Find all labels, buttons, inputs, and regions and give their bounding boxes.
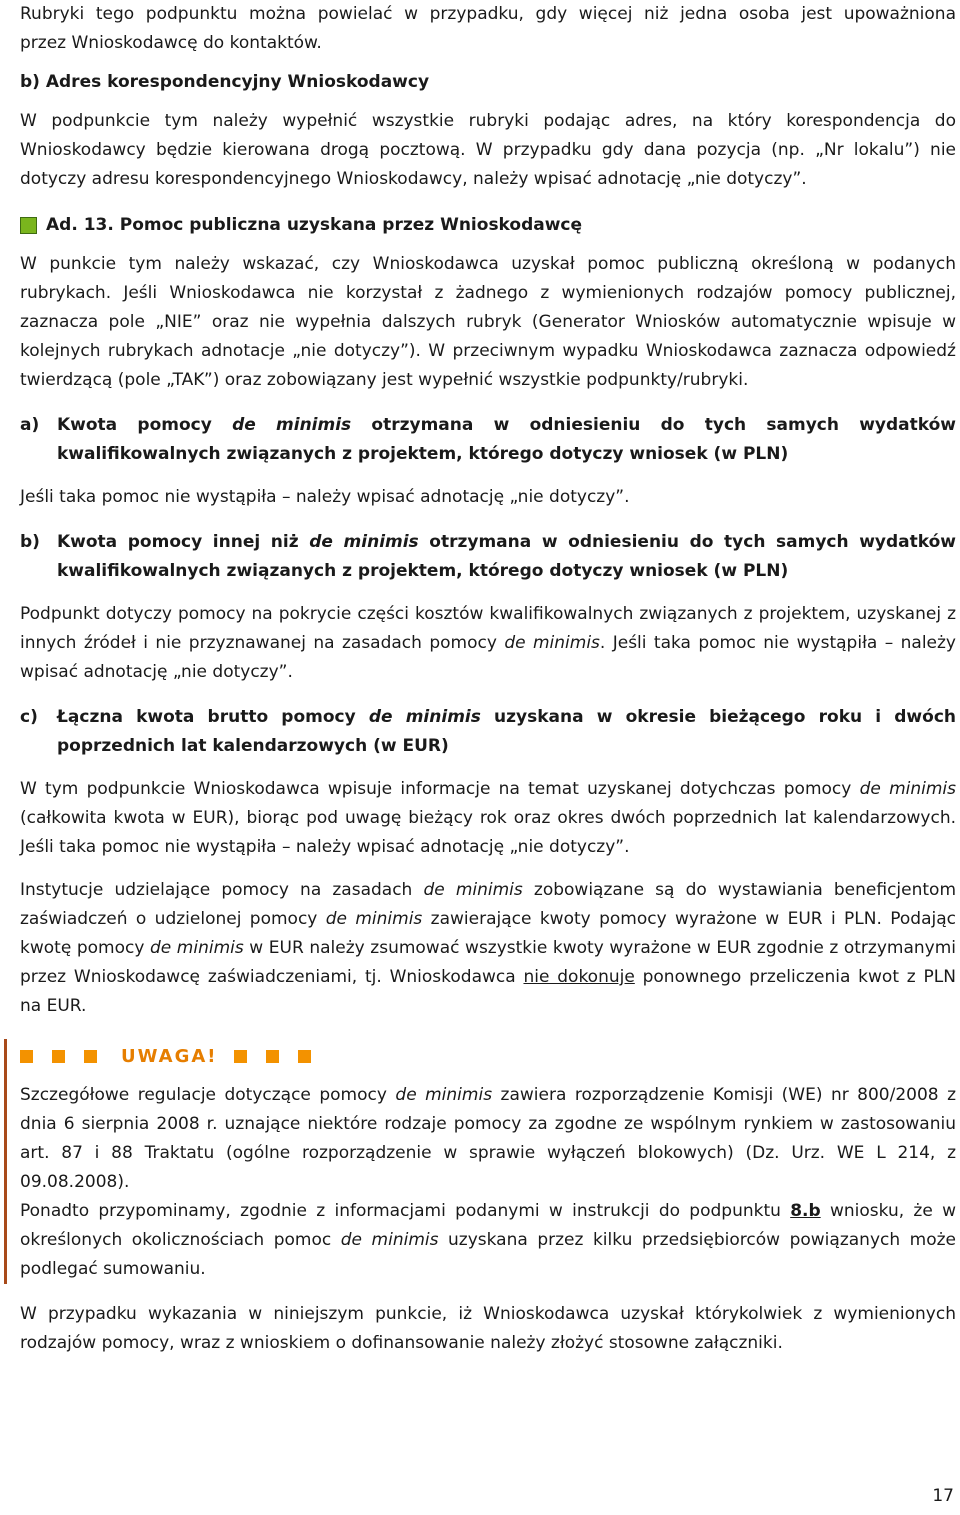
item-b-text: Kwota pomocy innej niż de minimis otrzymana w odniesieniu do tych samych wydatków kwalifikowalnych związanych z projektem, którego dotyczy wniosek (w PLN) xyxy=(57,532,957,581)
orange-square-icon xyxy=(84,1050,97,1063)
ad13-text: W punkcie tym należy wskazać, czy Wnioskodawca uzyskał pomoc publiczną określoną w podanych rubrykach. Jeśli Wnioskodawca nie korzystał z żadnego z wymienionych rodzajów pomocy publicznej, zaznacza pole „NIE” oraz nie wypełnia dalszych rubryk (Generator Wniosków automatycznie wpisuje w kolejnych rubrykach adnotacje „nie dotyczy”). W przeciwnym wypadku Wnioskodawca zaznacza odpowiedź twierdzącą (pole „TAK”) oraz zobowiązany jest wypełnić wszystkie podpunkty/rubryki. xyxy=(20,254,956,390)
item-c-note: W tym podpunkcie Wnioskodawca wpisuje informacje na temat uzyskanej dotychczas pomocy de minimis (całkowita kwota w EUR), biorąc pod uwagę bieżący rok oraz okres dwóch poprzednich lat kalendarzowych. Jeśli taka pomoc nie wystąpiła – należy wpisać adnotację „nie dotyczy”. xyxy=(20,779,956,857)
uwaga-paragraph-2: Ponadto przypominamy, zgodnie z informacjami podanymi w instrukcji do podpunktu 8.b wniosku, że w określonych okolicznościach pomoc de minimis uzyskana przez kilku przedsiębiorców powiązanych może podlegać sumowaniu. xyxy=(20,1201,956,1279)
orange-square-icon xyxy=(52,1050,65,1063)
orange-square-icon xyxy=(234,1050,247,1063)
orange-square-icon xyxy=(20,1050,33,1063)
item-a-text: Kwota pomocy de minimis otrzymana w odniesieniu do tych samych wydatków kwalifikowalnych związanych z projektem, którego dotyczy wniosek (w PLN) xyxy=(57,415,956,464)
item-b-heading xyxy=(20,528,956,586)
ad13-heading-text: Ad. 13. Pomoc publiczna uzyskana przez Wnioskodawcę xyxy=(46,215,583,235)
institutions-paragraph: Instytucje udzielające pomocy na zasadach de minimis zobowiązane są do wystawiania beneficjentom zaświadczeń o udzielonej pomocy de minimis zawierające kwoty pomocy wyrażone w EUR i PLN. Podając kwotę pomocy de minimis w EUR należy zsumować wszystkie kwoty wyrażone w EUR zgodnie z otrzymanymi przez Wnioskodawcę zaświadczeniami, tj. Wnioskodawca nie dokonuje ponownego przeliczenia kwot z PLN na EUR. xyxy=(20,880,956,1016)
underlined-phrase: nie dokonuje xyxy=(523,967,635,987)
item-a-label: a) xyxy=(20,415,40,435)
page-number: 17 xyxy=(932,1486,954,1506)
intro-line-2: przez Wnioskodawcę do kontaktów. xyxy=(20,33,322,53)
uwaga-paragraph-1: Szczegółowe regulacje dotyczące pomocy de minimis zawiera rozporządzenie Komisji (WE) nr 800/2008 z dnia 6 sierpnia 2008 r. uznające niektóre rodzaje pomocy za zgodne ze wspólnym rynkiem w zastosowaniu art. 87 i 88 Traktatu (ogólne rozporządzenie w sprawie wyłączeń blokowych) (Dz. Urz. WE L 214, z 09.08.2008). xyxy=(20,1085,957,1192)
callout-side-bar xyxy=(4,1039,7,1284)
uwaga-header xyxy=(20,1039,956,1073)
item-c-heading xyxy=(20,703,956,761)
ad13-heading xyxy=(20,211,956,240)
closing-paragraph: W przypadku wykazania w niniejszym punkcie, iż Wnioskodawca uzyskał którykolwiek z wymienionych rodzajów pomocy, wraz z wnioskiem o dofinansowanie należy złożyć stosowne załączniki. xyxy=(20,1304,956,1353)
item-a-note: Jeśli taka pomoc nie wystąpiła – należy wpisać adnotację „nie dotyczy”. xyxy=(20,487,630,507)
orange-square-icon xyxy=(266,1050,279,1063)
item-b-note: Podpunkt dotyczy pomocy na pokrycie części kosztów kwalifikowalnych związanych z projektem, uzyskanej z innych źródeł i nie przyznawanej na zasadach pomocy de minimis. Jeśli taka pomoc nie wystąpiła – należy wpisać adnotację „nie dotyczy”. xyxy=(20,604,956,682)
item-b-label: b) xyxy=(20,532,40,552)
uwaga-title: UWAGA! xyxy=(121,1045,218,1067)
uwaga-callout xyxy=(20,1039,956,1284)
item-a-heading xyxy=(20,411,956,469)
item-c-label: c) xyxy=(20,707,38,727)
section-heading-address: b) Adres korespondencyjny Wnioskodawcy xyxy=(20,72,430,92)
green-square-icon xyxy=(20,217,37,234)
section-text-address: W podpunkcie tym należy wypełnić wszystkie rubryki podając adres, na który korespondencja do Wnioskodawcy będzie kierowana drogą pocztową. W przypadku gdy dana pozycja (np. „Nr lokalu”) nie dotyczy adresu korespondencyjnego Wnioskodawcy, należy wpisać adnotację „nie dotyczy”. xyxy=(20,111,956,189)
intro-line-1: Rubryki tego podpunktu można powielać w przypadku, gdy więcej niż jedna osoba jest upoważniona xyxy=(20,4,956,24)
section-reference-link[interactable]: 8.b xyxy=(790,1201,821,1221)
item-c-text: Łączna kwota brutto pomocy de minimis uzyskana w okresie bieżącego roku i dwóch poprzednich lat kalendarzowych (w EUR) xyxy=(57,707,956,756)
orange-square-icon xyxy=(298,1050,311,1063)
document-page xyxy=(20,0,956,1358)
